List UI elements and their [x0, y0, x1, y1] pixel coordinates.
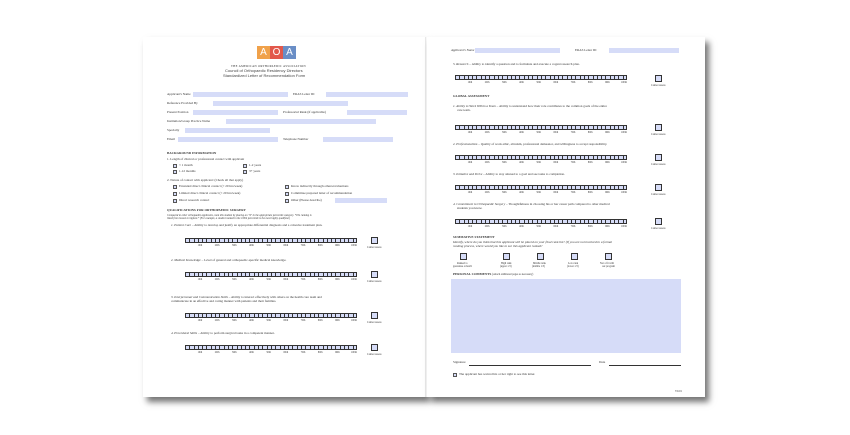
percentile-box[interactable]	[353, 272, 357, 277]
percentile-tick-label: 100th	[350, 319, 357, 322]
percentile-tick-label: 20th	[484, 191, 490, 194]
cannot-assess-label: Cannot assess	[651, 193, 666, 196]
item-label: 2. Professionalism	[453, 142, 478, 146]
percentile-tick-label: 90th	[335, 278, 340, 281]
item-desc: – Level of general and orthopaedic-specific medical knowledge.	[200, 258, 287, 262]
percentile-tick-label: 90th	[335, 351, 340, 354]
percentile-ticks	[455, 131, 627, 134]
percentile-tick-label: 60th	[553, 81, 559, 84]
percentile-tick-label: 100th	[620, 161, 627, 164]
percentile-tick-label: 70th	[300, 351, 306, 354]
percentile-tick-label: 80th	[317, 351, 323, 354]
percentile-tick-label: 50th	[536, 131, 541, 134]
percentile-tick-label: 40th	[249, 244, 254, 247]
option-label: < 1 month	[179, 163, 193, 167]
percentile-tick-label: 60th	[283, 278, 289, 281]
percentile-box[interactable]	[623, 185, 627, 190]
percentile-tick-label: 10th	[197, 244, 203, 247]
communication-cannot-assess-checkbox[interactable]	[371, 312, 378, 319]
summative-question: Identify, where do you think that this applicant will be placed on your final rank list? (If you are not involved in a formal	[453, 240, 613, 244]
percentile-tick-label: 80th	[587, 191, 593, 194]
percentile-tick-label: 30th	[501, 191, 507, 194]
medical-knowledge-question	[171, 259, 286, 263]
percentile-tick-label: 50th	[266, 351, 271, 354]
percentile-tick-label: 100th	[350, 244, 357, 247]
qualifications-instructions-2: listed from lowest to highest.* (For example, a student ranked in the 100th percentile is the most highly qualified.)	[167, 217, 290, 220]
percentile-box[interactable]	[353, 345, 357, 350]
percentile-tick-label: 80th	[587, 161, 593, 164]
percentile-box[interactable]	[623, 75, 627, 80]
percentile-tick-label: 60th	[283, 351, 289, 354]
percentile-tick-label: 30th	[231, 244, 237, 247]
committee-letter-checkbox[interactable]	[285, 192, 289, 196]
percentile-ticks	[185, 351, 357, 354]
option-label: Know indirectly through others/evaluations	[291, 184, 349, 188]
eras-id-input[interactable]	[326, 92, 408, 97]
percentile-tick-label: 30th	[231, 278, 237, 281]
professorial-rank-input[interactable]	[347, 110, 407, 115]
right-page	[427, 37, 705, 397]
rank-label: High rank	[501, 262, 512, 265]
rank-label-2: (upper 1/3)	[500, 265, 512, 268]
option-label: Other (Please describe)	[291, 198, 322, 202]
item-label: 3. Interpersonal and Communication Skills	[171, 295, 228, 299]
telephone-label: Telephone Number	[283, 137, 309, 141]
personal-comments-label	[453, 273, 533, 277]
percentile-tick-label: 60th	[553, 191, 559, 194]
logo-letter-a: A	[257, 46, 270, 59]
item-desc: – Ability to develop and justify an appropriate differential diagnosis and a cohesive treatment plan.	[191, 223, 323, 227]
percentile-tick-label: 20th	[214, 278, 220, 281]
percentile-tick-label: 90th	[605, 131, 610, 134]
percentile-tick-label: 80th	[587, 81, 593, 84]
professionalism-cannot-assess-checkbox[interactable]	[655, 154, 662, 161]
percentile-ticks	[185, 319, 357, 322]
percentile-box[interactable]	[623, 219, 627, 224]
percentile-tick-label: 100th	[350, 351, 357, 354]
percentile-tick-label: 90th	[605, 81, 610, 84]
version-label: V0.01	[675, 390, 682, 393]
present-position-label: Present Position	[167, 110, 189, 114]
rank-low-checkbox[interactable]	[571, 253, 578, 260]
background-q1: 1. Length of clinical or professional contact with applicant	[167, 157, 245, 161]
percentile-ticks	[455, 161, 627, 164]
applicant-name-input[interactable]	[193, 92, 288, 97]
percentile-ticks	[455, 81, 627, 84]
personal-comments-textarea[interactable]	[451, 279, 681, 353]
specialty-label: Specialty	[167, 128, 180, 132]
percentile-tick-label: 40th	[249, 319, 254, 322]
date-line[interactable]	[609, 365, 681, 366]
item-label: 4. Procedural Skills	[171, 331, 198, 335]
signature-label: Signature	[453, 360, 466, 364]
percentile-tick-label: 10th	[197, 319, 203, 322]
percentile-tick-label: 20th	[214, 319, 220, 322]
extended-contact-checkbox[interactable]	[173, 185, 177, 189]
form-title: Standardized Letter of Recommendation Form	[223, 73, 306, 78]
contact-length-3years-checkbox[interactable]	[243, 170, 247, 174]
rank-label: Not a fit with	[600, 262, 614, 265]
rank-guarantee-checkbox[interactable]	[460, 253, 467, 260]
initiative-cannot-assess-checkbox[interactable]	[655, 184, 662, 191]
percentile-tick-label: 30th	[501, 225, 507, 228]
item-label: 5. Research	[453, 62, 469, 66]
cannot-assess-label: Cannot assess	[651, 133, 666, 136]
patient-care-cannot-assess-checkbox[interactable]	[371, 237, 378, 244]
percentile-box[interactable]	[353, 238, 357, 243]
percentile-tick-label: 40th	[249, 351, 254, 354]
signature-line[interactable]	[469, 365, 591, 366]
commitment-question-2: students you know.	[457, 206, 483, 210]
cannot-assess-label: Cannot assess	[651, 84, 666, 87]
research-contact-checkbox[interactable]	[173, 199, 177, 203]
org-line1: THE AMERICAN ORTHOPAEDIC ASSOCIATION	[231, 64, 306, 68]
percentile-tick-label: 70th	[570, 131, 576, 134]
communication-question-2: communicate in an effective and caring manner with patients and their families.	[171, 299, 277, 303]
option-label: Extended direct clinical contact (> 20 hrs/week)	[179, 184, 243, 188]
item-desc: – Ability to identify a question and to formulate and execute a cogent research plan.	[468, 62, 580, 66]
qualifications-instructions: Compared to other orthopaedic applicants, rank this student by placing an "X" in the appropriate percentile category. *The ranking is	[167, 214, 312, 217]
percentile-ticks	[185, 244, 357, 247]
percentile-tick-label: 10th	[467, 131, 473, 134]
logo-letter-o: O	[270, 46, 283, 59]
cannot-assess-label: Cannot assess	[367, 353, 382, 356]
item-desc: – Ability to interact effectively with others on the health care team and	[227, 295, 322, 299]
percentile-tick-label: 70th	[300, 278, 306, 281]
eras-id-label: ERAS Letter ID	[575, 48, 597, 52]
percentile-tick-label: 100th	[620, 225, 627, 228]
contact-length-1-2years-checkbox[interactable]	[243, 164, 247, 168]
waiver-label: The applicant has waived his or her right to see this letter.	[459, 372, 536, 376]
item-desc: – Ability to understand how their role contributes to the common goals of the entire	[495, 104, 607, 108]
percentile-tick-label: 20th	[484, 131, 490, 134]
contact-length-1-12months-checkbox[interactable]	[173, 170, 177, 174]
percentile-tick-label: 40th	[519, 191, 524, 194]
percentile-tick-label: 20th	[214, 351, 220, 354]
item-desc: – Ability to perform surgical tasks in a competent manner.	[197, 331, 275, 335]
percentile-tick-label: 30th	[501, 131, 507, 134]
procedural-skills-question	[171, 332, 275, 336]
email-label: Email	[167, 137, 175, 141]
percentile-tick-label: 90th	[605, 161, 610, 164]
rank-not-fit-checkbox[interactable]	[605, 253, 612, 260]
summative-heading: SUMMATIVE STATEMENT	[453, 235, 495, 239]
reference-label: Reference Provided By	[167, 101, 198, 105]
percentile-tick-label: 100th	[620, 131, 627, 134]
percentile-tick-label: 50th	[536, 225, 541, 228]
institution-label: Institution/Group Practice Name	[167, 119, 211, 123]
item-label: 4. Commitment to Orthopaedic Surgery	[453, 202, 506, 206]
medical-knowledge-cannot-assess-checkbox[interactable]	[371, 271, 378, 278]
rank-label-2: (middle 1/3)	[532, 265, 545, 268]
percentile-tick-label: 50th	[266, 244, 271, 247]
teamwork-question-2: care team.	[457, 108, 471, 112]
rank-label: Low rank	[568, 262, 579, 265]
percentile-tick-label: 40th	[249, 278, 254, 281]
cannot-assess-label: Cannot assess	[367, 280, 382, 283]
patient-care-question	[171, 224, 322, 228]
specialty-input[interactable]	[185, 128, 270, 133]
rank-high-checkbox[interactable]	[503, 253, 510, 260]
logo-letter-a2: A	[283, 46, 296, 59]
aoa-logo	[257, 46, 296, 59]
percentile-tick-label: 70th	[300, 319, 306, 322]
percentile-tick-label: 10th	[197, 351, 203, 354]
percentile-tick-label: 70th	[570, 161, 576, 164]
rank-middle-checkbox[interactable]	[537, 253, 544, 260]
institution-input[interactable]	[226, 119, 376, 124]
percentile-tick-label: 10th	[467, 191, 473, 194]
percentile-tick-label: 10th	[467, 81, 473, 84]
percentile-box[interactable]	[623, 125, 627, 130]
summative-question-2: ranking process, where would you like to see this applicant ranked?	[453, 244, 543, 248]
item-desc: – Thoughtfulness in choosing his or her career path compared to other medical	[505, 202, 610, 206]
option-label: 1-2 years	[249, 163, 262, 167]
percentile-tick-label: 100th	[350, 278, 357, 281]
percentile-tick-label: 40th	[519, 161, 524, 164]
item-label: 3. Initiative and Drive	[453, 172, 483, 176]
eras-id-label: ERAS Letter ID	[293, 92, 315, 96]
percentile-tick-label: 60th	[553, 161, 559, 164]
percentile-tick-label: 90th	[335, 319, 340, 322]
item-label: 2. Medical Knowledge	[171, 258, 201, 262]
percentile-tick-label: 80th	[317, 278, 323, 281]
percentile-tick-label: 10th	[197, 278, 203, 281]
cannot-assess-label: Cannot assess	[651, 163, 666, 166]
percentile-tick-label: 100th	[620, 81, 627, 84]
rank-label: Middle rank	[533, 262, 546, 265]
percentile-tick-label: 60th	[553, 131, 559, 134]
present-position-input[interactable]	[193, 110, 278, 115]
percentile-tick-label: 60th	[283, 244, 289, 247]
reference-input[interactable]	[213, 101, 348, 106]
eras-id-input-p2[interactable]	[609, 48, 679, 53]
percentile-box[interactable]	[623, 155, 627, 160]
professionalism-question	[453, 143, 607, 147]
date-label: Date	[599, 360, 606, 364]
background-q2: 2. Nature of contact with applicant: (Check all that apply)	[167, 178, 244, 182]
research-cannot-assess-checkbox[interactable]	[655, 75, 662, 82]
rank-label-2: (lower 1/3)	[567, 265, 579, 268]
research-question	[453, 63, 580, 67]
rank-label-2: our program	[602, 265, 615, 268]
percentile-tick-label: 90th	[335, 244, 340, 247]
percentile-tick-label: 40th	[519, 225, 524, 228]
know-indirectly-checkbox[interactable]	[285, 185, 289, 189]
contact-length-1month-checkbox[interactable]	[173, 164, 177, 168]
other-contact-input[interactable]	[335, 198, 387, 203]
percentile-tick-label: 50th	[536, 161, 541, 164]
option-label: Limited direct clinical contact (< 20 hrs/week)	[179, 191, 241, 195]
percentile-tick-label: 80th	[317, 244, 323, 247]
applicant-name-input-p2[interactable]	[475, 48, 560, 53]
percentile-tick-label: 20th	[484, 225, 490, 228]
percentile-tick-label: 10th	[467, 161, 473, 164]
percentile-ticks	[455, 225, 627, 228]
percentile-tick-label: 60th	[553, 225, 559, 228]
percentile-tick-label: 90th	[605, 191, 610, 194]
percentile-tick-label: 20th	[214, 244, 220, 247]
cannot-assess-label: Cannot assess	[651, 227, 666, 230]
teamwork-question	[453, 105, 607, 109]
cannot-assess-label: Cannot assess	[367, 246, 382, 249]
percentile-tick-label: 10th	[467, 225, 473, 228]
percentile-tick-label: 50th	[266, 278, 271, 281]
percentile-tick-label: 70th	[570, 191, 576, 194]
percentile-tick-label: 100th	[620, 191, 627, 194]
percentile-tick-label: 80th	[317, 319, 323, 322]
background-heading: BACKGROUND INFORMATION	[167, 151, 217, 155]
percentile-tick-label: 80th	[587, 225, 593, 228]
percentile-tick-label: 50th	[266, 319, 271, 322]
percentile-tick-label: 70th	[300, 244, 306, 247]
left-page	[143, 37, 426, 397]
item-desc: – Quality of work ethic, altruism, professional demeanor, and willingness to accept responsibility.	[477, 142, 608, 146]
comments-label: PERSONAL COMMENTS	[453, 272, 492, 276]
percentile-tick-label: 20th	[484, 161, 490, 164]
qualifications-heading: QUALIFICATIONS FOR ORTHOPAEDIC SURGERY	[167, 208, 246, 212]
item-label: 1. Ability to Work Within a Team	[453, 104, 496, 108]
percentile-tick-label: 80th	[587, 131, 593, 134]
percentile-tick-label: 70th	[570, 225, 576, 228]
org-line2: Council of Orthopaedic Residency Directors	[225, 68, 303, 73]
procedural-skills-cannot-assess-checkbox[interactable]	[371, 344, 378, 351]
percentile-tick-label: 50th	[536, 81, 541, 84]
telephone-input[interactable]	[323, 137, 393, 142]
applicant-name-label: Applicant's Name	[167, 92, 191, 96]
percentile-tick-label: 30th	[501, 161, 507, 164]
percentile-tick-label: 30th	[501, 81, 507, 84]
comments-note: (Attach additional pages as necessary)	[491, 273, 534, 276]
option-label: Direct research contact	[179, 198, 210, 202]
limited-contact-checkbox[interactable]	[173, 192, 177, 196]
option-label: 1-12 months	[179, 169, 196, 173]
rank-label-2: guarantee a match	[453, 265, 472, 268]
cannot-assess-label: Cannot assess	[367, 321, 382, 324]
item-desc: – Ability to stay attuned to a goal and see tasks to completion.	[482, 172, 565, 176]
option-label: Committee prepared letter of recommendation	[291, 191, 353, 195]
email-input[interactable]	[178, 137, 278, 142]
percentile-tick-label: 30th	[231, 319, 237, 322]
rank-label: Ranked to	[457, 262, 468, 265]
item-label: 1. Patient Care	[171, 223, 192, 227]
percentile-tick-label: 30th	[231, 351, 237, 354]
percentile-tick-label: 20th	[484, 81, 490, 84]
applicant-name-label: Applicant's Name	[451, 48, 475, 52]
teamwork-cannot-assess-checkbox[interactable]	[655, 124, 662, 131]
professorial-rank-label: Professorial Rank (if applicable)	[283, 110, 326, 114]
percentile-tick-label: 50th	[536, 191, 541, 194]
percentile-tick-label: 40th	[519, 81, 524, 84]
percentile-ticks	[185, 278, 357, 281]
percentile-tick-label: 70th	[570, 81, 576, 84]
percentile-tick-label: 40th	[519, 131, 524, 134]
percentile-tick-label: 60th	[283, 319, 289, 322]
percentile-ticks	[455, 191, 627, 194]
waiver-checkbox[interactable]	[453, 373, 457, 377]
global-assessment-heading: GLOBAL ASSESSMENT	[453, 94, 490, 98]
option-label: 3+ years	[249, 169, 261, 173]
commitment-cannot-assess-checkbox[interactable]	[655, 218, 662, 225]
percentile-tick-label: 90th	[605, 225, 610, 228]
initiative-question	[453, 173, 565, 177]
percentile-box[interactable]	[353, 313, 357, 318]
other-contact-checkbox[interactable]	[285, 199, 289, 203]
